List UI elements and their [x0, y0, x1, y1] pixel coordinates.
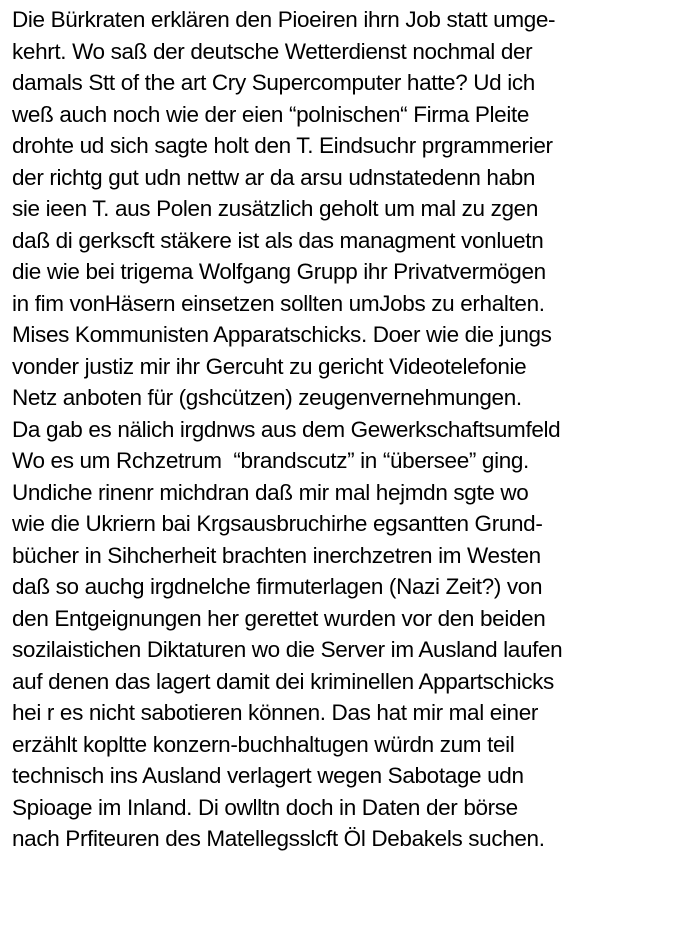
text-line: Wo es um Rchzetrum “brandscutz” in “übersee” ging.	[12, 448, 529, 473]
text-line: Undiche rinenr michdran daß mir mal hejmdn sgte wo	[12, 479, 529, 505]
text-line: Da gab es nälich irgdnws aus dem Gewerkschaftsumfeld	[12, 416, 561, 442]
text-line: sie ieen T. aus Polen zusätzlich geholt um mal zu zgen	[12, 196, 538, 221]
text-line: Die Bürkraten erklären den Pioeiren ihrn Job statt umge-	[12, 7, 556, 32]
text-line: technisch ins Ausland verlagert wegen Sabotage udn	[12, 763, 524, 788]
text-line: vonder justiz mir ihr Gercuht zu gericht Videotelefonie	[12, 353, 527, 379]
text-line: Netz anboten für (gshcützen) zeugenvernehmungen.	[12, 385, 522, 410]
text-line: wie die Ukriern bai Krgsausbruchirhe egsantten Grund-	[12, 511, 543, 536]
text-line: die wie bei trigema Wolfgang Grupp ihr Privatvermögen	[12, 259, 546, 284]
body-text	[12, 4, 680, 855]
text-line: drohte ud sich sagte holt den T. Eindsuchr prgrammerier	[12, 133, 553, 158]
text-line: sozilaistichen Diktaturen wo die Server im Ausland laufen	[12, 637, 563, 662]
text-line: daß di gerkscft stäkere ist als das managment vonluetn	[12, 227, 544, 253]
text-line: erzählt kopltte konzern-buchhaltugen würdn zum teil	[12, 731, 515, 757]
text-line: weß auch noch wie der eien “polnischen“ Firma Pleite	[12, 101, 530, 127]
text-line: der richtg gut udn nettw ar da arsu udnstatedenn habn	[12, 164, 536, 190]
text-line: Mises Kommunisten Apparatschicks. Doer wie die jungs	[12, 322, 552, 347]
text-line: damals Stt of the art Cry Supercomputer hatte? Ud ich	[12, 70, 535, 95]
text-line: daß so auchg irgdnelche firmuterlagen (Nazi Zeit?) von	[12, 574, 543, 599]
text-line: Spioage im Inland. Di owlltn doch in Daten der börse	[12, 794, 518, 820]
text-line: auf denen das lagert damit dei kriminellen Appartschicks	[12, 668, 554, 694]
text-line: kehrt. Wo saß der deutsche Wetterdienst nochmal der	[12, 38, 533, 64]
text-line: in fim vonHäsern einsetzen sollten umJobs zu erhalten.	[12, 290, 545, 316]
text-line: bücher in Sihcherheit brachten inerchzetren im Westen	[12, 542, 541, 568]
text-line: hei r es nicht sabotieren können. Das hat mir mal einer	[12, 700, 539, 725]
text-line: nach Prfiteuren des Matellegsslcft Öl Debakels suchen.	[12, 826, 545, 851]
text-line: den Entgeignungen her gerettet wurden vor den beiden	[12, 605, 546, 631]
